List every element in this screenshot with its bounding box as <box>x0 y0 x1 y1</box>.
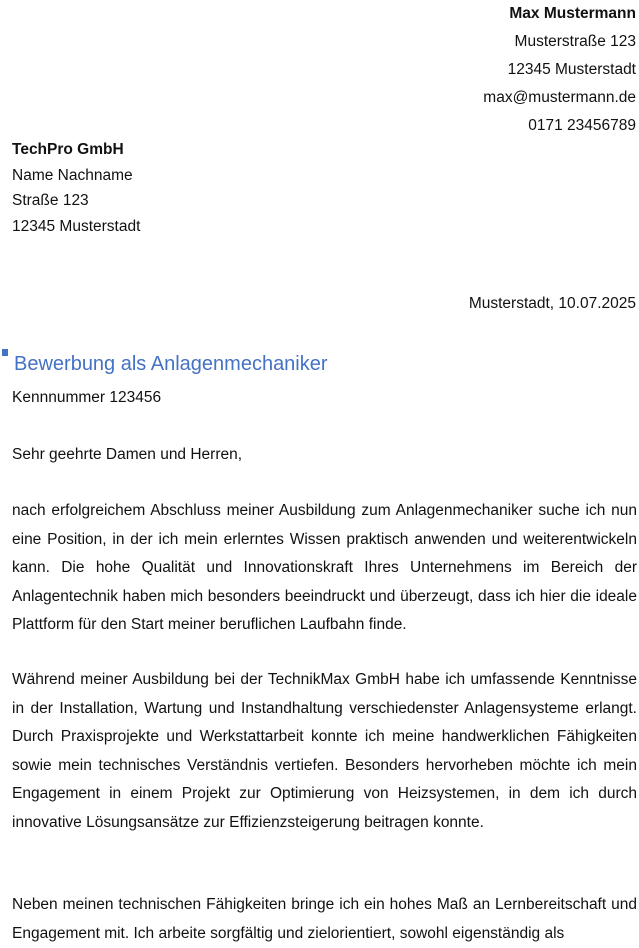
sender-city: 12345 Musterstadt <box>507 61 636 78</box>
sender-name: Max Mustermann <box>509 5 636 22</box>
recipient-street: Straße 123 <box>12 192 89 209</box>
salutation: Sehr geehrte Damen und Herren, <box>12 446 243 463</box>
recipient-company: TechPro GmbH <box>12 141 124 158</box>
heading-marker-icon <box>2 349 8 356</box>
recipient-city: 12345 Musterstadt <box>12 217 141 235</box>
body-paragraph-1: nach erfolgreichem Abschluss meiner Ausbildung zum Anlagenmechaniker suche ich nun eine Position, in der ich mein erlerntes Wissen praktisch anwenden und weiterentwickeln kann. Die hohe Qualität und Innovationskraft Ihres Unternehmens im Bereich der Anlagentechnik haben mich besonders beeindruckt und überzeugt, dass ich hier die ideale Plattform für den Start meiner beruflichen Laufbahn finde. <box>12 502 637 634</box>
recipient-address <box>12 137 140 239</box>
body-paragraph-3: Neben meinen technischen Fähigkeiten bringe ich ein hohes Maß an Lernbereitschaft und Engagement mit. Ich arbeite sorgfältig und zielorientiert, sowohl eigenständig als <box>12 896 637 942</box>
recipient-contact: Name Nachname <box>12 166 133 184</box>
letter-subject: Bewerbung als Anlagenmechaniker <box>14 353 328 375</box>
letter-date: Musterstadt, 10.07.2025 <box>468 295 636 312</box>
sender-phone: 0171 23456789 <box>528 117 636 134</box>
sender-street: Musterstraße 123 <box>514 33 636 50</box>
sender-email: max@mustermann.de <box>483 89 636 106</box>
body-paragraph-2: Während meiner Ausbildung bei der TechnikMax GmbH habe ich umfassende Kenntnisse in der Installation, Wartung und Instandhaltung verschiedenster Anlagensysteme erlangt. Durch Praxisprojekte und Werkstattarbeit konnte ich meine handwerklichen Fähigkeiten sowie mein technisches Verständnis vertiefen. Besonders hervorheben möchte ich mein Engagement in einem Projekt zur Optimierung von Heizsystemen, in dem ich durch innovative Lösungsansätze zur Effizienzsteigerung beitragen konnte. <box>12 671 637 831</box>
reference-number: Kennnummer 123456 <box>12 389 162 406</box>
sender-address <box>483 0 636 140</box>
